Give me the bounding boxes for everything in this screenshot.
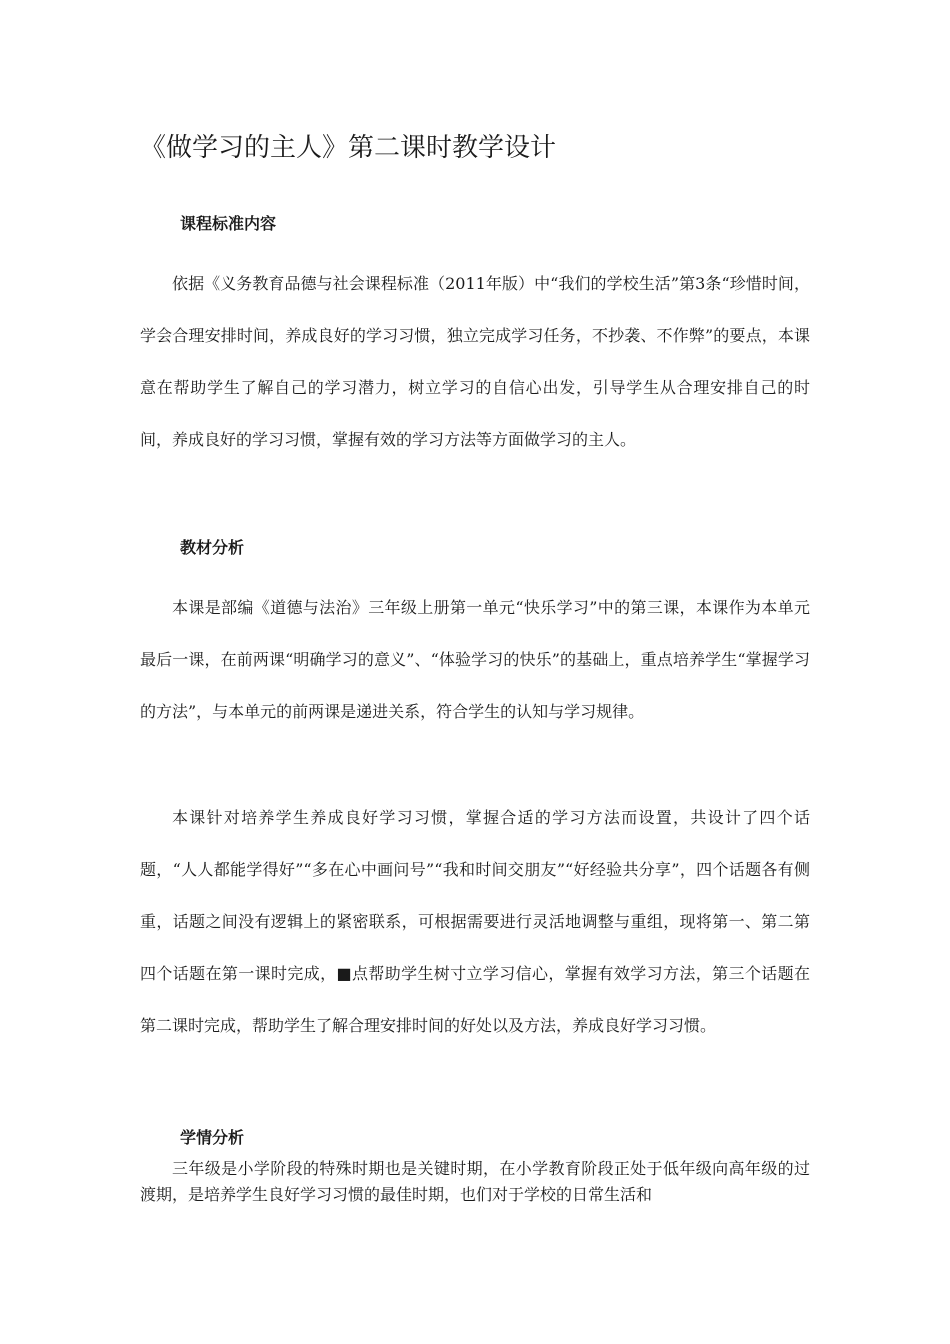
section-heading-student-analysis: 学情分析 (180, 1128, 245, 1147)
paragraph-curriculum-standard: 依据《义务教育品德与社会课程标准（2011年版）中“我们的学校生活”第3条“珍惜时间，学会合理安排时间，养成良好的学习习惯，独立完成学习任务，不抄袭、不作弊”的要点，本课意在帮助学生了解自己的学习潜力，树立学习的自信心出发，引导学生从合理安排自己的时间，养成良好的学习习惯，掌握有效的学习方法等方面做学习的主人。 (140, 274, 810, 449)
section-heading-curriculum-standard: 课程标准内容 (180, 214, 277, 233)
paragraph-textbook-analysis-2: 本课针对培养学生养成良好学习习惯，掌握合适的学习方法而设置，共设计了四个话题，“人人都能学得好”“多在心中画问号”“我和时间交朋友”“好经验共分享”，四个话题各有侧重，话题之间没有逻辑上的紧密联系，可根据需要进行灵活地调整与重组，现将第一、第二第四个话题在第一课时完成，■点帮助学生树寸立学习信心，掌握有效学习方法，第三个话题在第二课时完成，帮助学生了解合理安排时间的好处以及方法，养成良好学习习惯。 (140, 808, 810, 1035)
document-title: 《做学习的主人》第二课时教学设计 (140, 133, 557, 163)
paragraph-textbook-analysis-1: 本课是部编《道德与法治》三年级上册第一单元“快乐学习”中的第三课，本课作为本单元最后一课，在前两课“明确学习的意义”、“体验学习的快乐”的基础上，重点培养学生“掌握学习的方法”，与本单元的前两课是递进关系，符合学生的认知与学习规律。 (140, 598, 810, 721)
section-heading-textbook-analysis: 教材分析 (180, 538, 245, 557)
paragraph-student-analysis: 三年级是小学阶段的特殊时期也是关键时期，在小学教育阶段正处于低年级向高年级的过渡期，是培养学生良好学习习惯的最佳时期，也们对于学校的日常生活和 (140, 1159, 810, 1204)
